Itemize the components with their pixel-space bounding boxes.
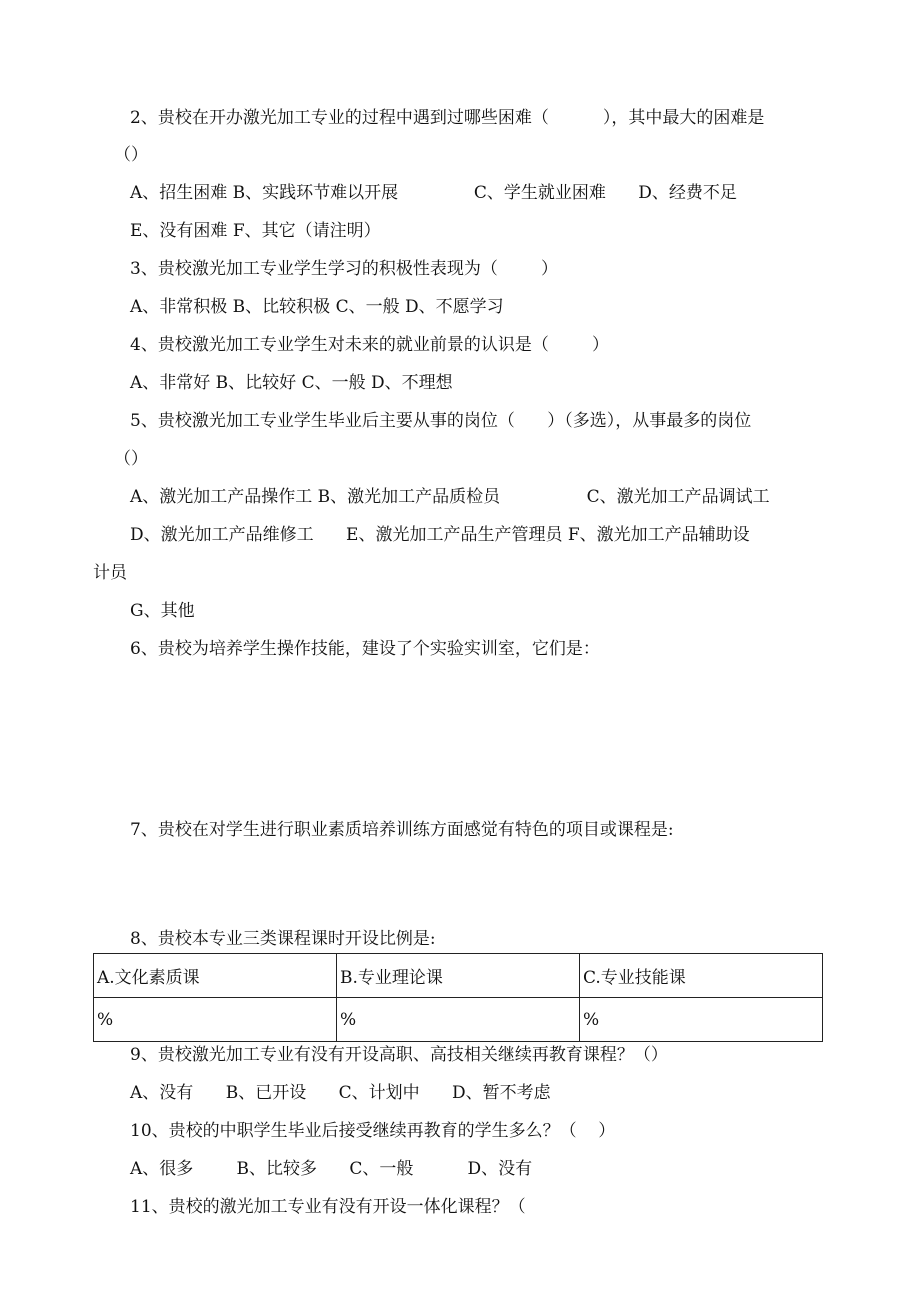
q5-options-1: A、激光加工产品操作工 B、激光加工产品质检员 C、激光加工产品调试工 <box>130 487 770 507</box>
q5-text: 5、贵校激光加工专业学生毕业后主要从事的岗位（ ）（多选），从事最多的岗位 <box>130 411 752 431</box>
table-cell[interactable]: % <box>337 998 580 1042</box>
q7-text: 7、贵校在对学生进行职业素质培养训练方面感觉有特色的项目或课程是: <box>130 820 674 840</box>
q4-options: A、非常好 B、比较好 C、一般 D、不理想 <box>130 373 453 393</box>
q4-text: 4、贵校激光加工专业学生对未来的就业前景的认识是（ ） <box>130 335 610 355</box>
q5-tail: （） <box>114 449 148 469</box>
q5-options-4: G、其他 <box>130 601 195 621</box>
table-header-cell: B.专业理论课 <box>337 954 580 998</box>
q5-options-3: 计员 <box>93 563 127 583</box>
q3-options: A、非常积极 B、比较积极 C、一般 D、不愿学习 <box>130 297 504 317</box>
q6-text: 6、贵校为培养学生操作技能，建设了个实验实训室，它们是： <box>130 639 600 659</box>
table-cell[interactable]: % <box>580 998 823 1042</box>
q9-text: 9、贵校激光加工专业有没有开设高职、高技相关继续再教育课程？（） <box>130 1045 668 1065</box>
q2-options-2: E、没有困难 F、其它（请注明） <box>130 221 381 241</box>
q10-options: A、很多 B、比较多 C、一般 D、没有 <box>130 1159 533 1179</box>
table-header-cell: A.文化素质课 <box>94 954 337 998</box>
q10-text: 10、贵校的中职学生毕业后接受继续再教育的学生多么？（ ） <box>130 1121 616 1141</box>
q8-text: 8、贵校本专业三类课程课时开设比例是: <box>130 929 436 949</box>
q5-options-2: D、激光加工产品维修工 E、激光加工产品生产管理员 F、激光加工产品辅助设 <box>130 525 750 545</box>
table-header-row <box>94 954 823 998</box>
table-row <box>94 998 823 1042</box>
q3-text: 3、贵校激光加工专业学生学习的积极性表现为（ ） <box>130 259 559 279</box>
table-cell[interactable]: % <box>94 998 337 1042</box>
q2-text: 2、贵校在开办激光加工专业的过程中遇到过哪些困难（ ），其中最大的困难是 <box>130 108 765 128</box>
table-header-cell: C.专业技能课 <box>580 954 823 998</box>
q11-text: 11、贵校的激光加工专业有没有开设一体化课程？（ <box>130 1197 526 1217</box>
course-ratio-table <box>93 953 823 1042</box>
q9-options: A、没有 B、已开设 C、计划中 D、暂不考虑 <box>130 1083 551 1103</box>
q2-tail: （） <box>114 145 148 165</box>
q2-options-1: A、招生困难 B、实践环节难以开展 C、学生就业困难 D、经费不足 <box>130 183 737 203</box>
